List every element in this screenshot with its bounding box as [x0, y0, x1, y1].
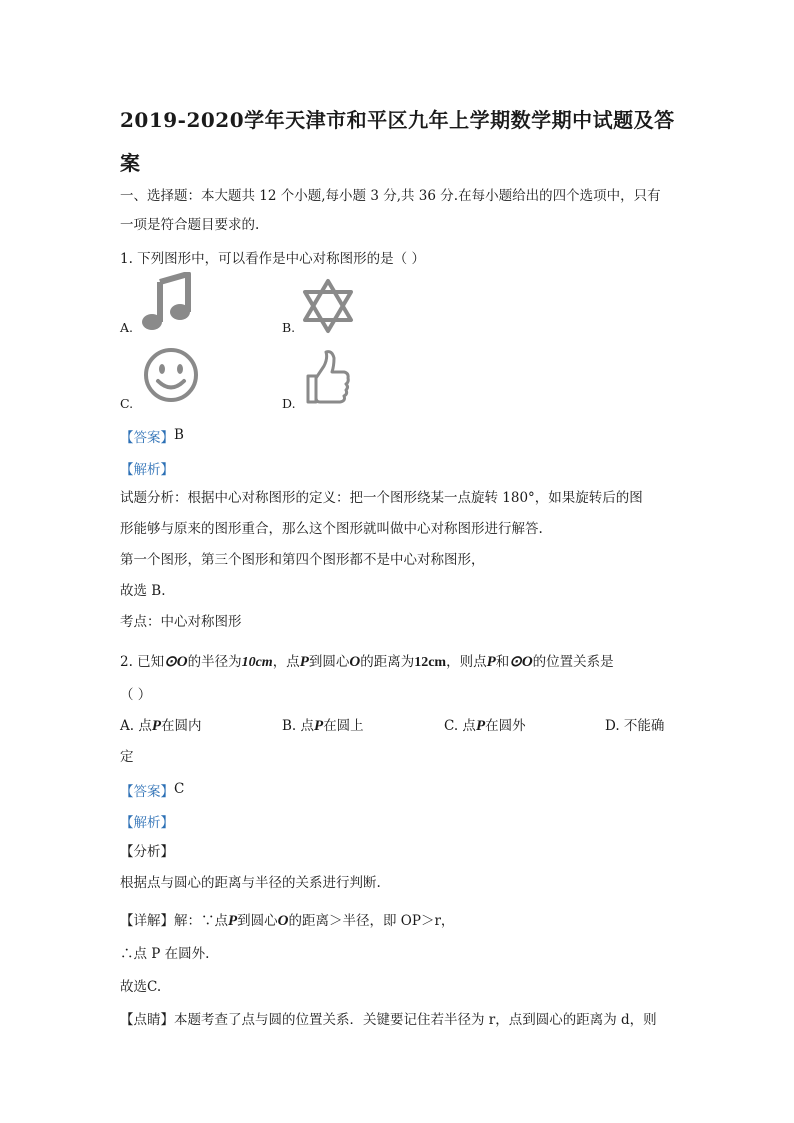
radius-value: 10cm	[241, 655, 273, 670]
point-p-symbol-b: P	[314, 718, 324, 734]
point-p-symbol-detail: P	[228, 913, 238, 929]
q2-option-a	[120, 717, 202, 735]
q1-analysis-line4: 故选 B.	[120, 583, 166, 599]
q2-option-b-suffix: 在圆上	[323, 718, 364, 734]
q2-answer-tag: 【答案】	[120, 784, 174, 800]
q2-stem-part1: 2. 已知	[120, 654, 165, 670]
q1-answer-tag: 【答案】	[120, 430, 174, 446]
center-o-symbol-detail: O	[277, 913, 289, 929]
q2-answer-value: C	[174, 781, 185, 797]
q2-stem-part5: 的距离为	[360, 654, 415, 670]
q2-detail-line	[120, 912, 454, 930]
q2-detail-part1: 解：∵点	[174, 913, 228, 929]
q2-detail-tag: 【详解】	[120, 913, 174, 929]
center-o-symbol: O	[349, 654, 361, 670]
q1-option-b-label: B.	[282, 320, 296, 335]
q1-option-d-label: D.	[282, 396, 296, 411]
section-intro-line2: 一项是符合题目要求的.	[120, 217, 260, 233]
q2-stem-part8: 的位置关系是	[532, 654, 614, 670]
q2-option-a-prefix: A. 点	[120, 718, 152, 734]
q1-option-a-label: A.	[120, 320, 134, 335]
q2-analysis-tag: 【解析】	[120, 815, 174, 831]
point-p-symbol-c: P	[475, 718, 486, 734]
q1-analysis-line3: 第一个图形，第三个图形和第四个图形都不是中心对称图形，	[120, 552, 485, 568]
circle-o-symbol-2: ⊙O	[509, 654, 533, 670]
q2-option-b-prefix: B. 点	[282, 718, 315, 734]
document-title-line1: 2019-2020学年天津市和平区九年上学期数学期中试题及答	[120, 108, 675, 132]
q1-analysis-tag: 【解析】	[120, 462, 174, 478]
smiley-face-icon	[142, 346, 200, 404]
q2-option-a-suffix: 在圆内	[161, 718, 202, 734]
q2-detail-part2: 到圆心	[237, 913, 278, 929]
q2-dianjing-text: 本题考查了点与圆的位置关系．关键要记住若半径为 r，点到圆心的距离为 d，则	[174, 1012, 657, 1028]
q2-stem-part3: ，点	[272, 654, 300, 670]
q2-stem-part2: 的半径为	[187, 654, 242, 670]
q2-choose: 故选C.	[120, 979, 162, 995]
point-p-symbol-2: P	[486, 654, 496, 670]
q2-option-c-suffix: 在圆外	[485, 718, 526, 734]
q2-option-d-prefix: D. 不能确	[605, 718, 665, 734]
q2-dianjing-line	[120, 1011, 657, 1029]
q2-stem-line	[120, 653, 614, 672]
q2-fenxi-tag: 【分析】	[120, 844, 174, 860]
document-title-line2: 案	[120, 151, 141, 175]
point-p-symbol: P	[299, 654, 309, 670]
q2-option-c-prefix: C. 点	[444, 718, 476, 734]
q2-stem-part6: ，则点	[446, 654, 487, 670]
thumbs-up-icon	[302, 348, 352, 406]
q1-analysis-line2: 形能够与原来的图形重合，那么这个图形就叫做中心对称图形进行解答.	[120, 521, 543, 537]
q2-option-d	[605, 717, 664, 735]
q2-answer-paren: （ ）	[120, 687, 152, 703]
q2-stem-part7: 和	[495, 654, 510, 670]
section-intro-line1: 一、选择题：本大题共 12 个小题,每小题 3 分,共 36 分.在每小题给出的四个选项中，只有	[120, 188, 661, 204]
q1-stem: 1. 下列图形中，可以看作是中心对称图形的是（ ）	[120, 251, 425, 267]
circle-o-symbol: ⊙O	[164, 654, 188, 670]
q2-stem-part4: 到圆心	[308, 654, 350, 670]
music-note-icon	[138, 272, 194, 334]
point-p-symbol-a: P	[151, 718, 162, 734]
q2-option-b	[282, 717, 364, 735]
q2-dianjing-tag: 【点睛】	[120, 1012, 174, 1028]
star-of-david-icon	[302, 278, 354, 334]
q1-option-c-label: C.	[120, 396, 134, 411]
q2-option-d-continued: 定	[120, 749, 134, 765]
q1-answer-value: B	[174, 427, 184, 443]
q2-option-c	[444, 717, 526, 735]
q2-detail-part3: 的距离＞半径，即 OP＞r，	[288, 913, 455, 929]
distance-value: 12cm	[414, 655, 447, 670]
q1-analysis-line5: 考点：中心对称图形	[120, 614, 242, 630]
q2-conclusion: ∴点 P 在圆外.	[120, 946, 210, 962]
q1-analysis-line1: 试题分析：根据中心对称图形的定义：把一个图形绕某一点旋转 180°，如果旋转后的图	[120, 490, 643, 506]
q2-fenxi-text: 根据点与圆心的距离与半径的关系进行判断.	[120, 875, 381, 891]
